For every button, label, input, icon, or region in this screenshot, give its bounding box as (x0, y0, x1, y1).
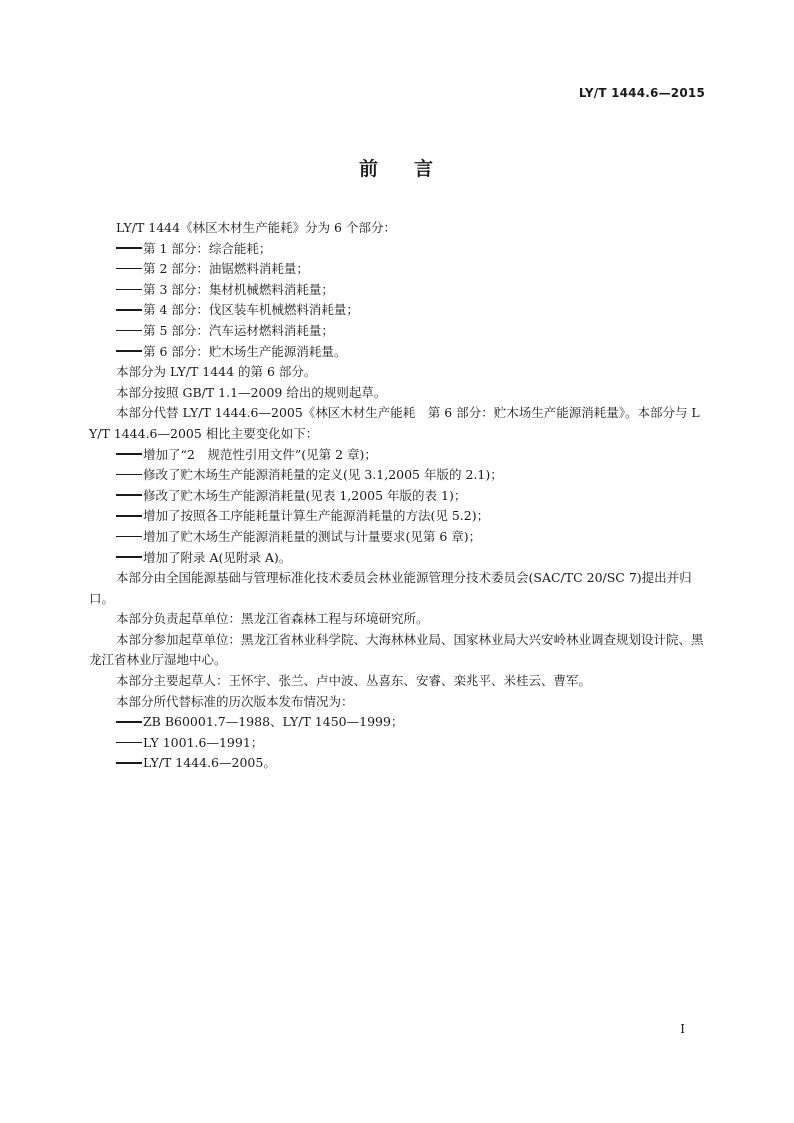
foreword-body (89, 218, 707, 774)
list-item: LY 1001.6—1991； (89, 733, 707, 754)
page-number: I (680, 1022, 685, 1036)
dash-mark (116, 239, 143, 260)
list-item: 第 6 部分：贮木场生产能源消耗量。 (89, 342, 707, 363)
dash-mark (116, 506, 143, 527)
intro-paragraph: LY/T 1444《林区木材生产能耗》分为 6 个部分： (116, 220, 396, 235)
dash-mark (116, 753, 143, 774)
dash-mark (116, 527, 143, 548)
dash-mark (116, 465, 143, 486)
list-item: 第 5 部分：汽车运材燃料消耗量； (89, 321, 707, 342)
page-title (0, 154, 794, 181)
dash-mark (116, 342, 143, 363)
list-item: 第 4 部分：伐区装车机械燃料消耗量； (89, 300, 707, 321)
dash-mark (116, 486, 143, 507)
list-item: 第 3 部分：集材机械燃料消耗量； (89, 280, 707, 301)
dash-mark (116, 445, 143, 466)
list-item: 增加了“2 规范性引用文件”(见第 2 章)； (89, 445, 707, 466)
list-item: LY/T 1444.6—2005。 (89, 753, 707, 774)
document-code: LY/T 1444.6—2015 (578, 86, 705, 100)
history-intro-paragraph: 本部分所代替标准的历次版本发布情况为： (116, 693, 354, 709)
list-item: 增加了附录 A(见附录 A)。 (89, 548, 707, 569)
title-char-1: 前 (358, 158, 380, 180)
list-item: 第 2 部分：油锯燃料消耗量； (89, 259, 707, 280)
replaces-paragraph: 本部分代替 LY/T 1444.6—2005《林区木材生产能耗 第 6 部分：贮木场生产能源消耗量》。本部分与 LY/T 1444.6—2005 相比主要变化如下： (89, 405, 700, 441)
dash-mark (116, 321, 143, 342)
this-part-paragraph: 本部分为 LY/T 1444 的第 6 部分。 (116, 364, 317, 380)
dash-mark (116, 733, 143, 754)
list-item: 修改了贮木场生产能源消耗量(见表 1,2005 年版的表 1)； (89, 486, 707, 507)
dash-mark (116, 280, 143, 301)
drafting-rules-paragraph: 本部分按照 GB/T 1.1—2009 给出的规则起草。 (116, 384, 387, 400)
list-item: ZB B60001.7—1988、LY/T 1450—1999； (89, 712, 707, 733)
dash-mark (116, 300, 143, 321)
list-item: 增加了贮木场生产能源消耗量的测试与计量要求(见第 6 章)； (89, 527, 707, 548)
drafters-paragraph: 本部分主要起草人：王怀宇、张兰、卢中波、丛喜东、安睿、栾兆平、米桂云、曹军。 (116, 673, 592, 689)
title-char-2: 言 (414, 158, 436, 180)
dash-mark (116, 259, 143, 280)
list-item: 第 1 部分：综合能耗； (89, 239, 707, 260)
participating-units-paragraph: 本部分参加起草单位：黑龙江省林业科学院、大海林林业局、国家林业局大兴安岭林业调查规划设计院、黑龙江省林业厅湿地中心。 (89, 631, 704, 668)
dash-mark (116, 712, 143, 733)
list-item: 修改了贮木场生产能源消耗量的定义(见 3.1,2005 年版的 2.1)； (89, 465, 707, 486)
proposed-by-paragraph: 本部分由全国能源基础与管理标准化技术委员会林业能源管理分技术委员会(SAC/TC 20/SC 7)提出并归口。 (89, 570, 692, 606)
list-item: 增加了按照各工序能耗量计算生产能源消耗量的方法(见 5.2)； (89, 506, 707, 527)
responsible-unit-paragraph: 本部分负责起草单位：黑龙江省森林工程与环境研究所。 (116, 611, 429, 627)
dash-mark (116, 548, 143, 569)
